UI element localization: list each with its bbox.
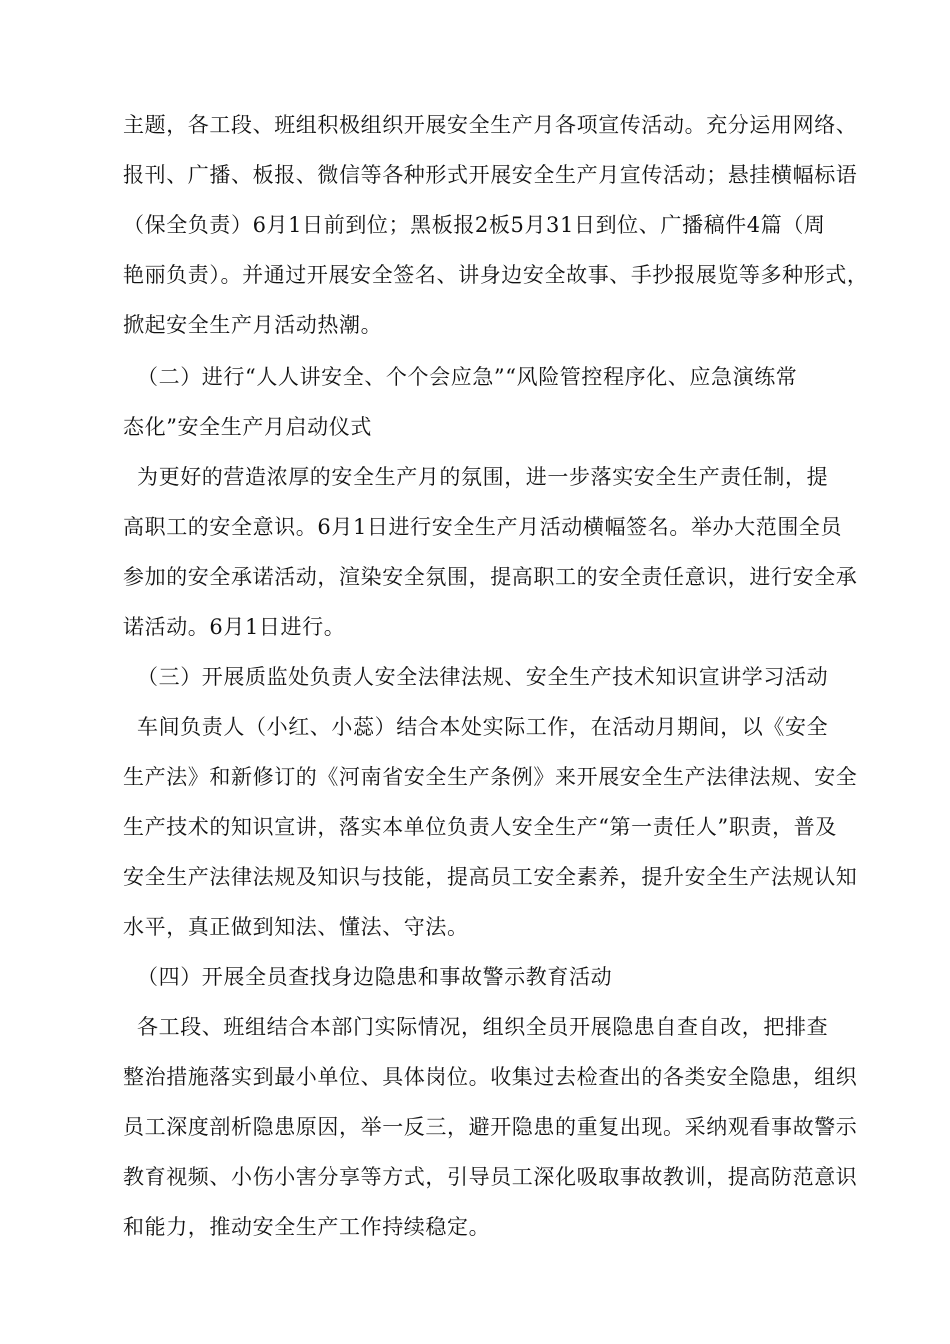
text-line: 艳丽负责）。并通过开展安全签名、讲身边安全故事、手抄报展览等多种形式， [123, 263, 869, 287]
text-line: 诺活动。6月1日进行。 [123, 615, 346, 639]
text-line: 车间负责人（小红、小蕊）结合本处实际工作，在活动月期间，以《安全 [137, 715, 829, 739]
text-line: 掀起安全生产月活动热潮。 [123, 313, 383, 337]
section-heading-4: （四）开展全员查找身边隐患和事故警示教育活动 [137, 965, 613, 989]
text-line: 和能力，推动安全生产工作持续稳定。 [123, 1215, 491, 1239]
text-line: 生产技术的知识宣讲，落实本单位负责人安全生产“第一责任人”职责，普及 [123, 815, 837, 839]
text-line: 各工段、班组结合本部门实际情况，组织全员开展隐患自查自改，把排查 [137, 1015, 829, 1039]
text-line: 高职工的安全意识。6月1日进行安全生产月活动横幅签名。举办大范围全员 [123, 515, 843, 539]
text-line: 安全生产法律法规及知识与技能，提高员工安全素养，提升安全生产法规认知 [123, 865, 858, 889]
text-line: 生产法》和新修订的《河南省安全生产条例》来开展安全生产法律法规、安全 [123, 765, 858, 789]
text-line: （保全负责）6月1日前到位；黑板报2板5月31日到位、广播稿件4篇（周 [123, 213, 826, 237]
text-line: 整治措施落实到最小单位、具体岗位。收集过去检查出的各类安全隐患，组织 [123, 1065, 858, 1089]
text-line: 为更好的营造浓厚的安全生产月的氛围，进一步落实安全生产责任制，提 [137, 465, 829, 489]
section-heading-2: （二）进行“人人讲安全、个个会应急”“风险管控程序化、应急演练常 [137, 365, 798, 389]
text-line: 水平，真正做到知法、懂法、守法。 [123, 915, 469, 939]
text-line: 参加的安全承诺活动，渲染安全氛围，提高职工的安全责任意识，进行安全承 [123, 565, 858, 589]
text-line: 主题，各工段、班组积极组织开展安全生产月各项宣传活动。充分运用网络、 [123, 113, 858, 137]
section-heading-2-cont: 态化”安全生产月启动仪式 [123, 415, 372, 439]
text-line: 员工深度剖析隐患原因，举一反三，避开隐患的重复出现。采纳观看事故警示 [123, 1115, 858, 1139]
text-line: 教育视频、小伤小害分享等方式，引导员工深化吸取事故教训，提高防范意识 [123, 1165, 858, 1189]
text-line: 报刊、广播、板报、微信等各种形式开展安全生产月宣传活动；悬挂横幅标语 [123, 163, 858, 187]
section-heading-3: （三）开展质监处负责人安全法律法规、安全生产技术知识宣讲学习活动 [137, 665, 829, 689]
